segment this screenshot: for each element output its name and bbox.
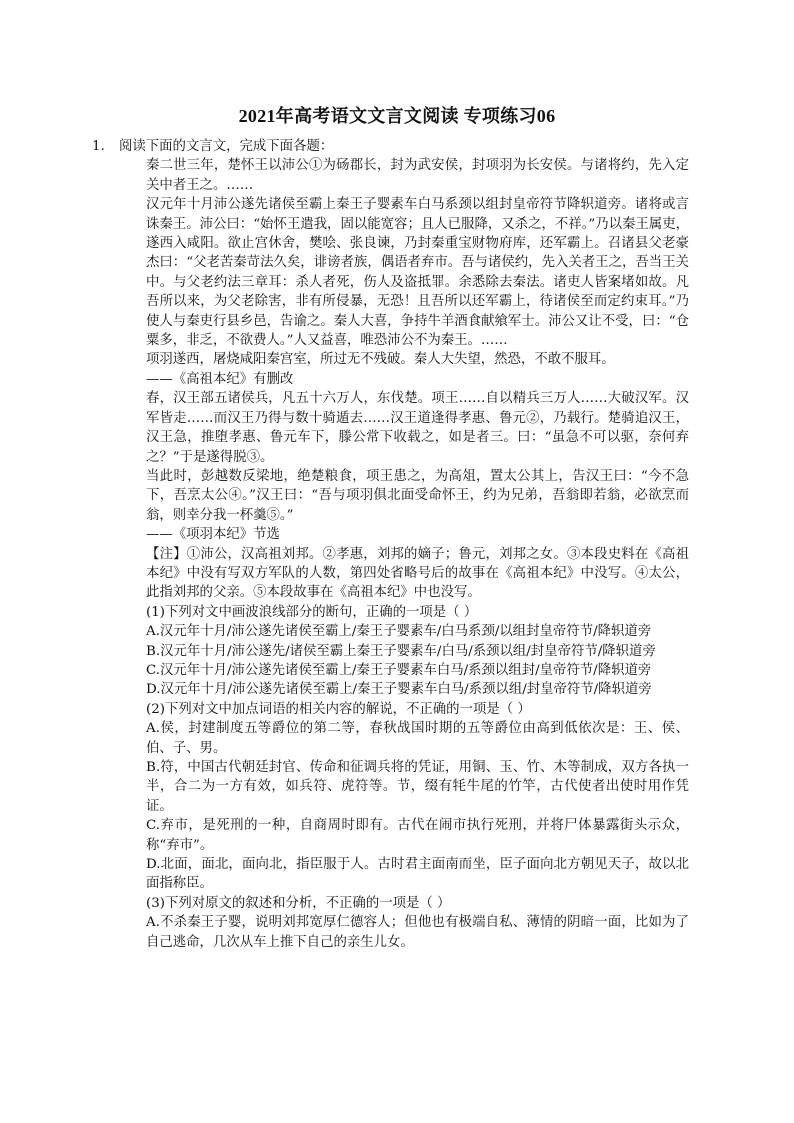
question-block — [92, 137, 689, 952]
question-prompt-line — [92, 137, 689, 156]
answer-option: A.不杀秦王子婴，说明刘邦宽厚仁德容人；但他也有极端自私、薄情的阴暗一面，比如为了自己逃命，几次从车上推下自己的亲生儿女。 — [146, 915, 689, 950]
annotation-note: 【注】①沛公，汉高祖刘邦。②孝惠，刘邦的嫡子；鲁元，刘邦之女。③本段史料在《高祖本纪》中没有写双方军队的人数，第四处省略号后的故事在《高祖本纪》中没写。④太公，此指刘邦的父亲。⑤本段故事在《高祖本纪》中也没写。 — [146, 546, 689, 601]
passage-source: ——《项羽本纪》节选 — [146, 527, 280, 543]
answer-option: A.侯，封建制度五等爵位的第二等，春秋战国时期的五等爵位由高到低依次是：王、侯、伯、子、男。 — [146, 721, 689, 756]
answer-option: A.汉元年十月/沛公遂先诸侯至霸上/秦王子婴素车/白马系颈/以组封皇帝符节/降轵道旁 — [146, 624, 652, 640]
answer-option: B.汉元年十月/沛公遂先/诸侯至霸上秦王子婴素车/白马/系颈以组/封皇帝符节/降轵道旁 — [146, 643, 656, 659]
passage-source: ——《高祖本纪》有删改 — [146, 371, 294, 387]
question-number: 1. — [92, 139, 105, 154]
passage-paragraph: 春，汉王部五诸侯兵，凡五十六万人，东伐楚。项王……自以精兵三万人……大破汉军。汉军皆走……而汉王乃得与数十骑遁去……汉王道逢得孝惠、鲁元②，乃载行。楚骑追汉王，汉王急，推堕孝惠、鲁元车下，滕公常下收载之，如是者三。曰：“虽急不可以驱，奈何弃之？”于是遂得脱③。 — [146, 391, 689, 465]
answer-option: C.弃市，是死刑的一种，自商周时即有。古代在闹市执行死刑，并将尸体暴露街头示众，称“弃市”。 — [146, 818, 689, 853]
question-prompt: 阅读下面的文言文，完成下面各题： — [119, 139, 334, 154]
passage-paragraph: 汉元年十月沛公遂先诸侯至霸上秦王子婴素车白马系颈以组封皇帝符节降轵道旁。诸将或言诛秦王。沛公曰：“始怀王遣我，固以能宽容；且人已服降，又杀之，不祥。”乃以秦王属吏，遂西入咸阳。欲止宫休舍，樊哙、张良谏，乃封秦重宝财物府库，还军霸上。召诸县父老豪杰曰：“父老苦秦苛法久矣，诽谤者族，偶语者弃市。吾与诸侯约，先入关者王之，吾当王关中。与父老约法三章耳：杀人者死，伤人及盗抵罪。余悉除去秦法。诸吏人皆案堵如故。凡吾所以来，为父老除害，非有所侵暴，无恐！且吾所以还军霸上，待诸侯至而定约束耳。”乃使人与秦吏行县乡邑，告谕之。秦人大喜，争持牛羊酒食献飨军士。沛公又让不受，曰：“仓粟多，非乏，不欲费人。”人又益喜，唯恐沛公不为秦王。…… — [146, 197, 689, 349]
sub-question-stem: (2)下列对文中加点词语的相关内容的解说，不正确的一项是（ ） — [146, 701, 531, 717]
answer-option: C.汉元年十月/沛公遂先诸侯至霸上/秦王子婴素车白马/系颈以组封/皇帝符节/降轵道旁 — [146, 662, 652, 678]
answer-option: B.符，中国古代朝廷封官、传命和征调兵将的凭证，用铜、玉、竹、木等制成，双方各执一半，合二为一方有效，如兵符、虎符等。节，缀有牦牛尾的竹竿，古代使者出使时用作凭证。 — [146, 760, 689, 814]
document-title: 2021年高考语文文言文阅读 专项练习06 — [238, 106, 556, 126]
passage-paragraph: 项羽遂西，屠烧咸阳秦宫室，所过无不残破。秦人大失望，然恐，不敢不服耳。 — [146, 352, 615, 368]
sub-question-stem: (3)下列对原文的叙述和分析，不正确的一项是（ ） — [146, 895, 451, 911]
passage-paragraph: 秦二世三年，楚怀王以沛公①为砀郡长，封为武安侯，封项羽为长安侯。与诸将约，先入定关中者王之。…… — [146, 158, 689, 193]
answer-option: D.汉元年十月/沛公遂先诸侯至霸上/秦王子婴素车白马/系颈以组/封皇帝符节/降轵道旁 — [146, 682, 652, 698]
answer-option: D.北面，面北，面向北，指臣服于人。古时君主面南而坐，臣子面向北方朝见天子，故以北面指称臣。 — [146, 857, 689, 892]
passage-paragraph: 当此时，彭越数反梁地，绝楚粮食，项王患之，为高俎，置太公其上，告汉王曰：“今不急下，吾烹太公④。”汉王曰：“吾与项羽俱北面受命怀王，约为兄弟，吾翁即若翁，必欲烹而翁，则幸分我一杯羹⑤。” — [146, 468, 689, 523]
sub-question-stem: (1)下列对文中画波浪线部分的断句，正确的一项是（ ） — [146, 604, 478, 620]
